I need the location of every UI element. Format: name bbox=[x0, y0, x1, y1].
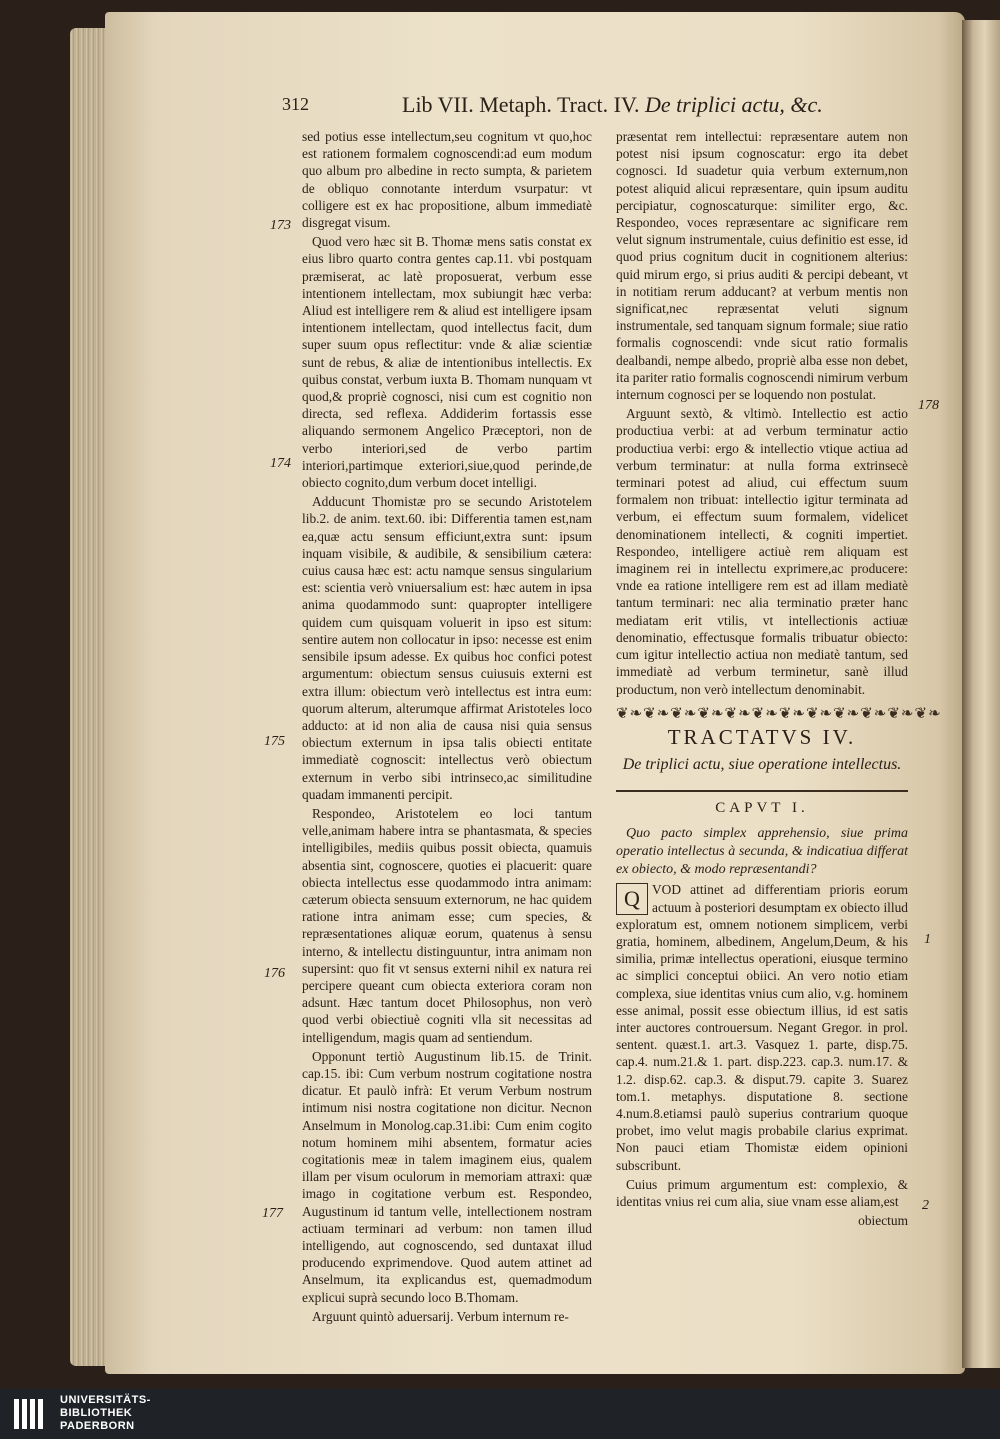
chapter-heading: CAPVT I. bbox=[715, 800, 809, 817]
margin-number: 177 bbox=[262, 1206, 283, 1221]
paragraph: sed potius esse intellectum,seu cognitum vt quo,hoc est rationem formalem cognoscendi:ad eum modum quo album pro albedine in recto sumpta, & parietem de obliquo connotante interdum vsurpatur: vt colligere est ex hac propositione, album immediatè disgregat visum. bbox=[302, 129, 592, 231]
paragraph: præsentat rem intellectui: repræsentare autem non potest nisi ipsum cognoscatur: ergo ita debet cognosci. Id suadetur quia verbum externum,non potest aliquid alicui repræsentare, quin ipsum auditu percipiatur, cognoscaturque: similiter ergo, &c. Respondeo, voces repræsentare ac significare rem velut signum instrumentale, cuius definitio est esse, id quod prius cognitum ducit in cognitionem alterius: quid mirum ergo, si prius auditi & percipi debeant, vt in notitiam rerum adducant? at verbum mentis non significat,nec repræsentat veluti signum instrumentale, sed tanquam signum formale; siue ratio formalis cognoscendi: vnde sicut ratio formalis dealbandi, nempe albedo, propriè alba esse non debet, ita pariter ratio formalis cognoscendi nimirum verbum internum cognosci per se loquendo non postulat. bbox=[616, 129, 908, 403]
divider bbox=[616, 790, 908, 792]
paragraph: Adducunt Thomistæ pro se secundo Aristotelem lib.2. de anim. text.60. ibi: Differentia tamen est,nam ea,quæ actu sensum efficiunt,extra sunt: ipsum inquam visibile, & audibile, & sensibilium cætera: cuius causa hæc est: actu namque sensus singularium est: scientia verò vniuersalium est: hæc autem in ipsa anima quodammodo sunt: quapropter intelligere quidem cum quisquam voluerit in ipso est situm: sentire autem non collocatur in ipso: necesse est enim sensibile ipsum adesse. Ex quibus hoc confici potest argumentum: obiectum sensus cuiusuis externi est extra illum: obiectum verò intellectus est intra eum: quorum alterum, alterumque affirmat Aristoteles loco adducto: at id non alia de causa nisi quia sensus obiectum externum in ipsa talis obiecti entitate immediatè cognoscit: intellectus verò obiectum externum in verbo sibi intrinseco,ac similitudine quadam immanenti percipit. bbox=[302, 494, 592, 802]
paragraph: Respondeo, Aristotelem eo loci tantum velle,animam habere intra se phantasmata, & species intelligibiles, mediis quibus possit obiecta, quamuis absentia sint, cognoscere, quoties ei placuerit: quare obiecta intellectus esse quodammodo intra animam: cæterum obiecta sensuum externorum, ne hac quidem ratione intra animam esse; cum species, & repræsentationes aliquæ eorum, quatenus à sensu interno, & intellectu distinguuntur, intra animam non supersint: quo fit vt sensus externi nihil ex natura rei percipere queant cum obiecta exteriora coram non adsunt. Hæc tantum docet Philosophus, non verò quod verbi obiectiuè cogniti vlla sit necessitas ad intelligendum, magis quam ad sentiendum. bbox=[302, 805, 592, 1045]
library-footer bbox=[0, 1389, 1000, 1439]
left-column bbox=[302, 128, 592, 1327]
running-title: Lib VII. Metaph. Tract. IV. De triplici actu, &c. bbox=[402, 92, 823, 117]
facing-page-edge bbox=[962, 20, 1000, 1368]
paragraph-text: VOD attinet ad differentiam prioris eorum actuum à posteriori desumptam ex obiecto illud exploratum est, omnem notionem simplicem, verbi gratia, hominem, albedinem, Angelum,Deum, & his similia, primæ intellectus operationi, eiusque termino ac simplici conceptui obiici. An vero notio etiam complexa, siue identitas vnius cum alio, v.g. hominem esse animal, possit esse obiectum illius, id est satis inter auctores controuersum. Negant Gregor. in prol. sentent. quæst.1. art.3. Vasquez 1. parte, disp.75. cap.4. num.21.& 1. part. disp.223. cap.3. num.17. & 1.2. disp.62. cap.3. & disput.79. capite 3. Suarez tom.1. metaphys. disputatione 8. sectione 4.num.8.etiamsi paulò superius contrarium quoque probet, imo velut magis probabile clarius exprimat. Non pauci etiam Thomistæ eidem opinioni subscribunt. bbox=[616, 882, 908, 1173]
page-edges bbox=[70, 28, 110, 1366]
margin-number: 175 bbox=[264, 734, 285, 749]
drop-cap: Q bbox=[616, 883, 648, 915]
library-logo-icon bbox=[12, 1395, 52, 1433]
paragraph: Cuius primum argumentum est: complexio, & identitas vnius rei cum alia, siue vnam esse aliam,est bbox=[616, 1176, 908, 1209]
catchword: obiectum bbox=[858, 1213, 908, 1229]
paragraph: Arguunt sextò, & vltimò. Intellectio est actio productiua verbi: at ad verbum terminatur actio productiua verbi: ergo & intellectio vtique actiua ad verbum terminatur: at nulla forma extrinsecè terminari potest ad aliud, cui effectum suum formalem non tribuat: intellectio igitur terminata ad verbum, ei effectum suum formalem, videlicet denominationem intellecti, & cogniti impertiet. Respondeo, intelligere actiuè rem aliquam est imaginem rei in intellectu exprimere,ac producere: vnde ea ratione intelligere rem est ad illam mediatè tantum terminari: nec alia terminatio præter hanc mediatam erit vtilis, vt intellectionis actiuæ denominatio, effectusque formalis tribuatur obiecto: cum igitur intellectio actiua non mediatè tantum, sed immediatè ad verbum terminetur, sanè illud productum, non verò intellectum denominabit. bbox=[616, 406, 908, 697]
margin-number: 176 bbox=[264, 966, 285, 981]
paragraph: Opponunt tertiò Augustinum lib.15. de Trinit. cap.15. ibi: Cum verbum nostrum cogitatione nostra dicatur. Et paulò infrà: Et verum Verbum nostrum intimum nisi nostra cogitatione non dicitur. Necnon Anselmum in Monolog.cap.31.ibi: Cum enim cogito notum hominem mihi absentem, formatur acies cogitationis meæ in talem imaginem eius, qualem illam per visum oculorum in memoriam attraxi: quæ imago in cogitatione verbum est. Respondeo, Augustinum id tantum velle, intellectionem nostram actiuam terminari ad verbum: non tamen illud intelligendo, aut cognoscendo, sed duntaxat illud producendo exprimendove. Quod autem attinet ad Anselmum, ita explicandus est, quemadmodum explicui suprà secundo loco B.Thomam. bbox=[302, 1048, 592, 1305]
ornament-band: ❦❧❦❧❦❧❦❧❦❧❦❧❦❧❦❧❦❧❦❧❦❧❦❧ bbox=[616, 705, 942, 722]
margin-number: 2 bbox=[922, 1198, 929, 1213]
margin-number: 1 bbox=[924, 932, 931, 947]
tractatus-title: TRACTATVS IV. bbox=[667, 724, 857, 749]
tractatus-subtitle: De triplici actu, siue operatione intellectus. bbox=[622, 756, 902, 774]
margin-number: 178 bbox=[918, 398, 939, 413]
running-header bbox=[282, 92, 842, 126]
margin-number: 174 bbox=[270, 456, 291, 471]
paragraph bbox=[616, 881, 908, 1173]
chapter-question: Quo pacto simplex apprehensio, siue prima operatio intellectus à secunda, & indicatiua differat ex obiecto, & modo repræsentandi? bbox=[616, 826, 908, 878]
library-name: UNIVERSITÄTS- BIBLIOTHEK PADERBORN bbox=[60, 1394, 151, 1432]
page-number: 312 bbox=[282, 94, 309, 114]
paragraph: Quod vero hæc sit B. Thomæ mens satis constat ex eius libro quarto contra gentes cap.11. vbi postquam præmiserat, ac latè proposuerat, verbum esse intentionem intellectam, mox subiungit hæc verba: Aliud est intelligere rem & aliud est intelligere ipsam intentionem intellectam, quod intellectus facit, dum super suum opus reflectitur: vnde & aliæ scientiæ sunt de rebus, & aliæ de intentionibus intellectis. Ex quibus constat, verbum iuxta B. Thomam nunquam vt quod,& propriè cognosci, nisi cum est cognitio non directa, sed reflexa. Addiderim fortassis esse aliquando sermonem Angelico Præceptori, non de verbo interiori,sed de verbo partim interiori,partimque exteriori,siue,quod perinde,de obiecto cognito,dum verbum docet intelligi. bbox=[302, 234, 592, 491]
paragraph: Arguunt quintò aduersarij. Verbum internum re- bbox=[312, 1308, 569, 1324]
margin-number: 173 bbox=[270, 218, 291, 233]
